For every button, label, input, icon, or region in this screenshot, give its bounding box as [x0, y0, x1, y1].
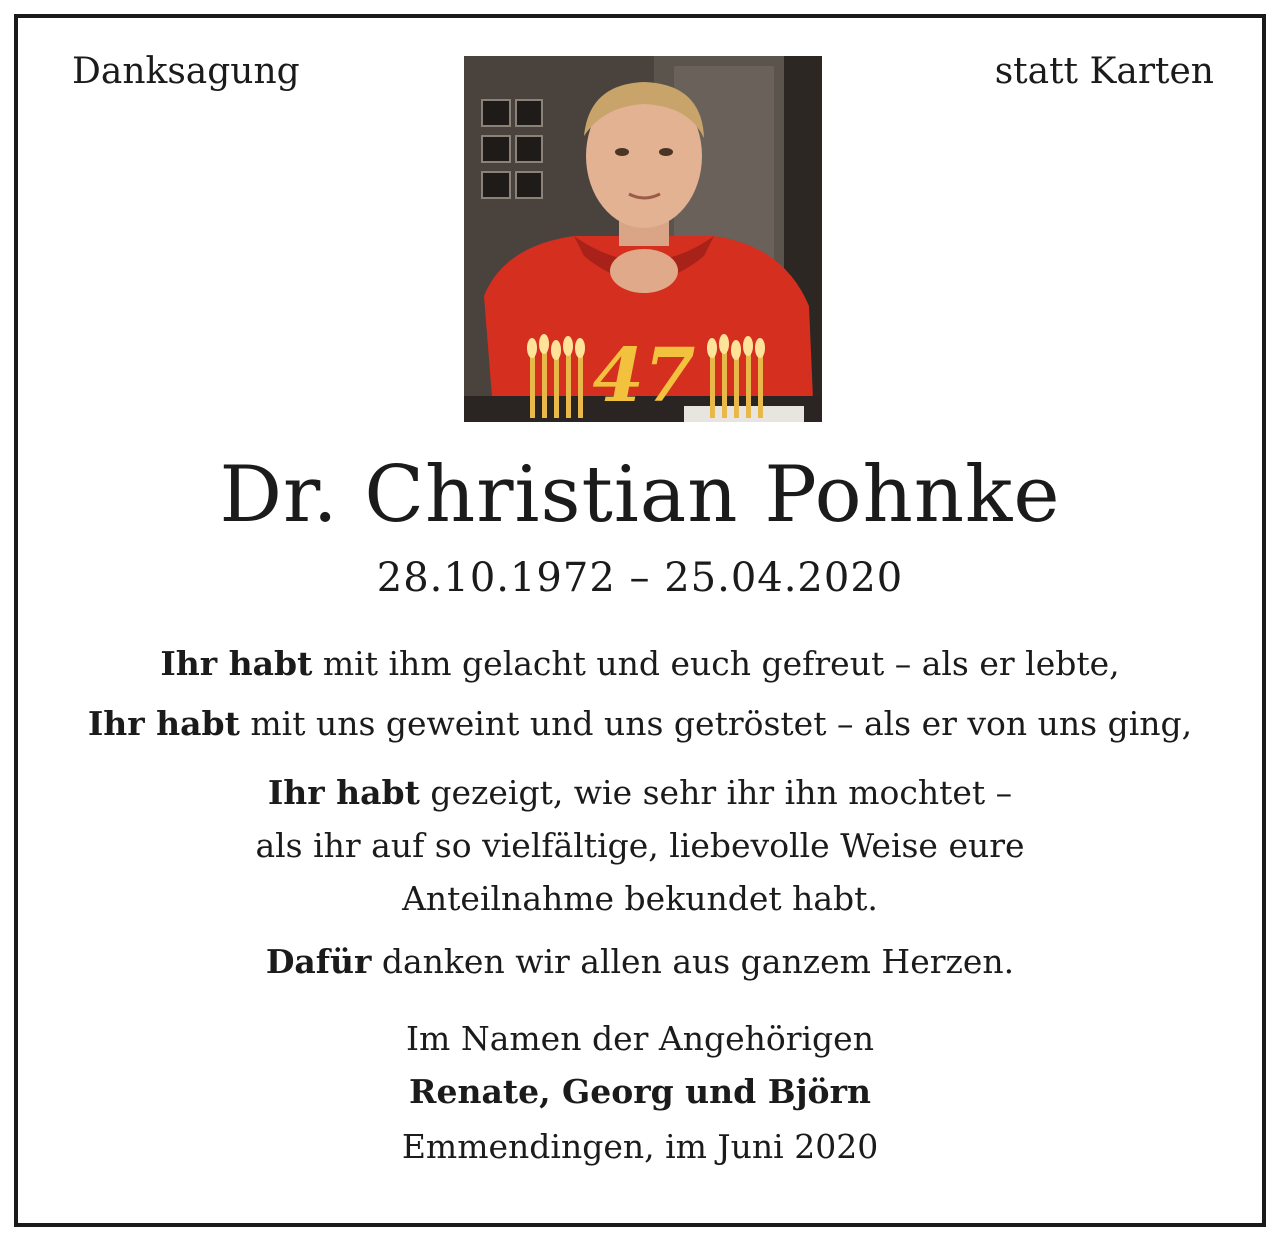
cake-number: 47 [592, 333, 696, 419]
message-line-2-rest: mit uns geweint und uns getröstet – als er von uns ging, [239, 704, 1193, 743]
message-line-1-rest: mit ihm gelacht und euch gefreut – als er lebte, [312, 644, 1120, 683]
message-line-3 [18, 766, 1262, 819]
message-line-6 [18, 935, 1262, 988]
message-line-2-bold: Ihr habt [87, 704, 240, 743]
message-line-1 [18, 646, 1262, 682]
deceased-name: Dr. Christian Pohnke [219, 450, 1061, 540]
message-line-6-bold: Dafür [265, 942, 372, 981]
life-dates: 28.10.1972 – 25.04.2020 [376, 555, 904, 601]
portrait-photo [464, 56, 822, 422]
message-line-2 [18, 706, 1262, 742]
message-line-6-rest: danken wir allen aus ganzem Herzen. [371, 942, 1015, 981]
obituary-frame [14, 14, 1266, 1227]
signature-block [18, 1012, 1262, 1118]
message-line-3-bold: Ihr habt [267, 773, 420, 812]
message-line-3-rest: gezeigt, wie sehr ihr ihn mochtet – [419, 773, 1013, 812]
message-line-1-bold: Ihr habt [160, 644, 313, 683]
place-date: Emmendingen, im Juni 2020 [401, 1127, 879, 1166]
signature-names-bold: Renate, Georg und Björn [409, 1072, 871, 1111]
signature-intro: Im Namen der Angehörigen [406, 1019, 874, 1058]
message-line-4: als ihr auf so vielfältige, liebevolle Weise eure [255, 826, 1025, 865]
statt-karten-label: statt Karten [994, 51, 1214, 92]
thank-you-text [18, 646, 1262, 988]
signature-names [18, 1065, 1262, 1118]
message-line-5: Anteilnahme bekundet habt. [402, 879, 878, 918]
danksagung-label: Danksagung [72, 51, 300, 92]
portrait-illustration [464, 56, 822, 422]
